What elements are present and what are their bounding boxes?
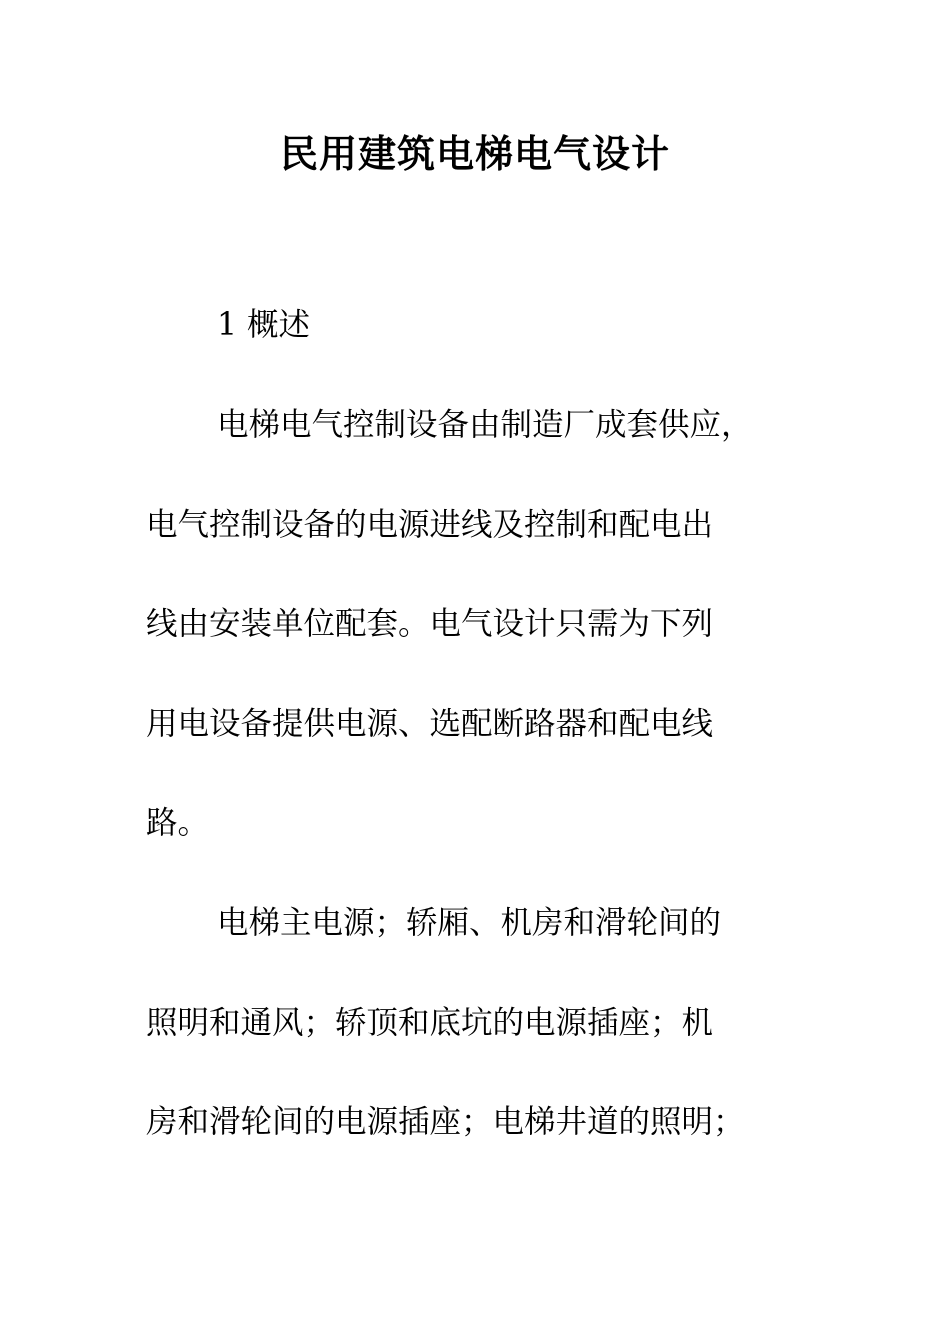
paragraph-line: 线由安装单位配套。电气设计只需为下列 bbox=[146, 606, 714, 642]
paragraph-line: 电气控制设备的电源进线及控制和配电出 bbox=[146, 506, 714, 543]
paragraph-line: 电梯电气控制设备由制造厂成套供应， bbox=[217, 407, 753, 443]
paragraph-line: 用电设备提供电源、选配断路器和配电线 bbox=[146, 705, 714, 742]
paragraph-2 bbox=[146, 874, 796, 1173]
paragraph-line: 房和滑轮间的电源插座；电梯井道的照明； bbox=[146, 1104, 745, 1140]
section-heading: 1 概述 bbox=[217, 307, 311, 343]
document-title: 民用建筑电梯电气设计 bbox=[279, 131, 670, 176]
paragraph-line: 路。 bbox=[146, 805, 210, 841]
paragraph-1 bbox=[146, 376, 796, 874]
paragraph-line: 电梯主电源；轿厢、机房和滑轮间的 bbox=[217, 905, 722, 941]
paragraph-line: 照明和通风；轿顶和底坑的电源插座；机 bbox=[146, 1004, 714, 1041]
